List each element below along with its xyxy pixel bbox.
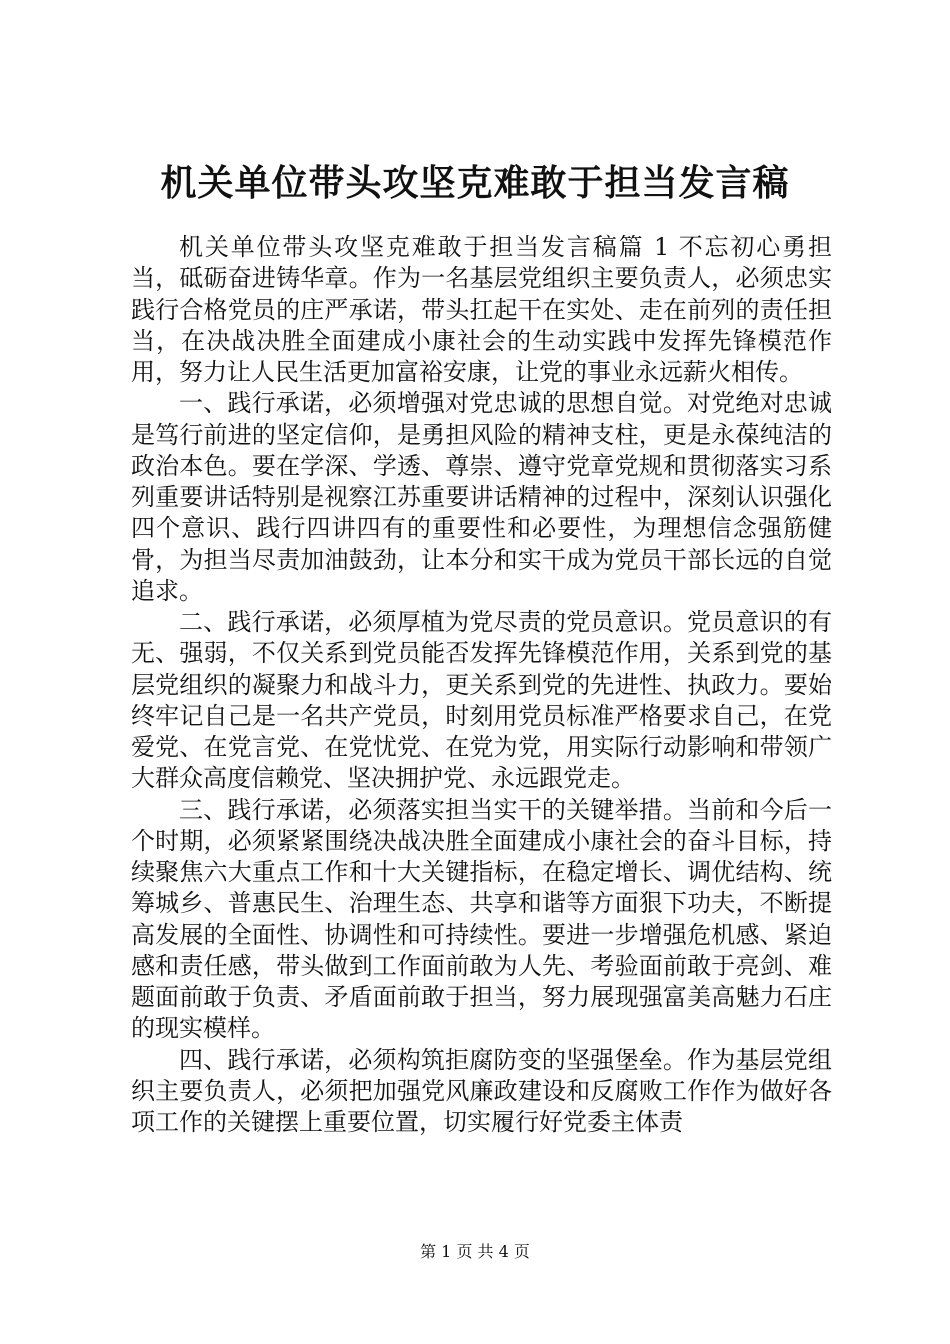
paragraph-section-1: 一、践行承诺，必须增强对党忠诚的思想自觉。对党绝对忠诚是笃行前进的坚定信仰，是勇担风险的精神支柱，更是永葆纯洁的政治本色。要在学深、学透、尊崇、遵守党章党规和贯彻落实习系列重要讲话特别是视察江苏重要讲话精神的过程中，深刻认识强化四个意识、践行四讲四有的重要性和必要性，为理想信念强筋健骨，为担当尽责加油鼓劲，让本分和实干成为党员干部长远的自觉追求。 bbox=[131, 389, 832, 605]
document-body bbox=[131, 232, 832, 1138]
paragraph-section-3: 三、践行承诺，必须落实担当实干的关键举措。当前和今后一个时期，必须紧紧围绕决战决胜全面建成小康社会的奋斗目标，持续聚焦六大重点工作和十大关键指标，在稳定增长、调优结构、统筹城乡、普惠民生、治理生态、共享和谐等方面狠下功夫，不断提高发展的全面性、协调性和可持续性。要进一步增强危机感、紧迫感和责任感，带头做到工作面前敢为人先、考验面前敢于亮剑、难题面前敢于负责、矛盾面前敢于担当，努力展现强富美高魅力石庄的现实模样。 bbox=[131, 795, 832, 1043]
paragraph-section-2: 二、践行承诺，必须厚植为党尽责的党员意识。党员意识的有无、强弱，不仅关系到党员能否发挥先锋模范作用，关系到党的基层党组织的凝聚力和战斗力，更关系到党的先进性、执政力。要始终牢记自己是一名共产党员，时刻用党员标准严格要求自己，在党爱党、在党言党、在党忧党、在党为党，用实际行动影响和带领广大群众高度信赖党、坚决拥护党、永远跟党走。 bbox=[131, 608, 832, 793]
paragraph-section-4: 四、践行承诺，必须构筑拒腐防变的坚强堡垒。作为基层党组织主要负责人，必须把加强党风廉政建设和反腐败工作作为做好各项工作的关键摆上重要位置，切实履行好党委主体责 bbox=[131, 1045, 832, 1136]
document-title: 机关单位带头攻坚克难敢于担当发言稿 bbox=[160, 162, 790, 204]
paragraph-intro: 机关单位带头攻坚克难敢于担当发言稿篇 1 不忘初心勇担当，砥砺奋进铸华章。作为一名基层党组织主要负责人，必须忠实践行合格党员的庄严承诺，带头扛起干在实处、走在前列的责任担当，在决战决胜全面建成小康社会的生动实践中发挥先锋模范作用，努力让人民生活更加富裕安康，让党的事业永远薪火相传。 bbox=[131, 233, 832, 386]
page-number-footer: 第 1 页 共 4 页 bbox=[420, 1242, 530, 1261]
